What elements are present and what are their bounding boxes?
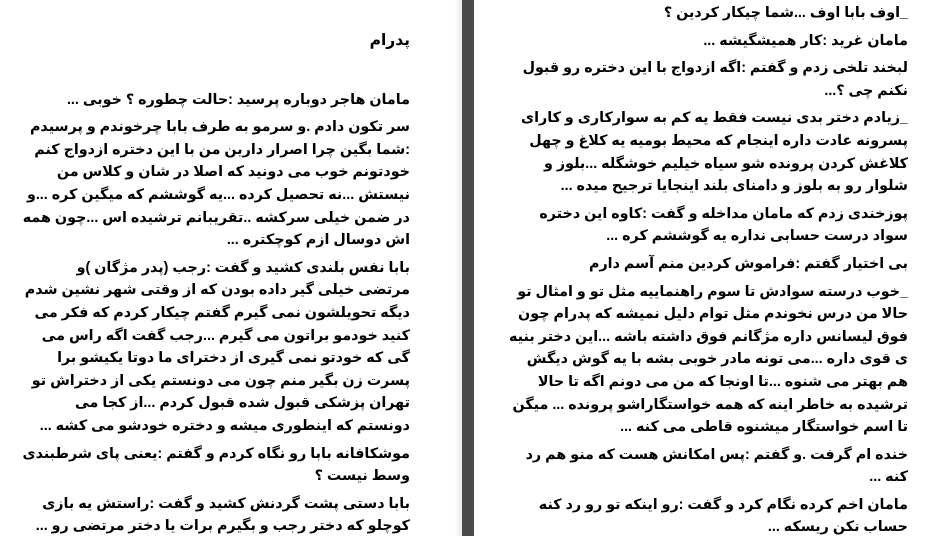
paragraph: مامان غرید :کار همیشگیشه ... — [703, 32, 908, 49]
paragraph: پوزخندی زدم که مامان مداخله و گفت :کاوه این دختره سواد درست حسابی نداره یه گوششم کره ... — [539, 205, 908, 245]
paragraph: _زیادم دختر بدی نیست فقط یه کم به سوارکاری و کارای پسرونه عادت داره اینجام که محیط بومیه یه کلاغ و چهل کلاغش کردن پرونده شو سیاه خیلیم خوشگله ...بلوز و شلوار رو به بلوز و دامنای بلند اینجایا ترجیح میده ... — [521, 110, 908, 195]
paragraph: بابا دستی پشت گردنش کشید و گفت :راستش یه بازی کوچلو که دختر رجب و بگیرم برات یا دختر مرتضی رو ... — [35, 495, 410, 535]
right-text-column — [504, 2, 908, 536]
left-text-column — [22, 30, 410, 536]
paragraph: سر تکون دادم .و سرمو به طرف بابا چرخوندم و پرسیدم :شما بگین چرا اصرار دارین من با این دختره ازدواج کنم خودتونم خوب می دونید که اصلا در شان و کلاس من نیستش ...نه تحصیل کرده ...یه گوششم که میگین کره ...و در ضمن خیلی سرکشه ..تقریبانم ترشیده اس ...چون همه اش دوسال ازم کوچکتره ... — [22, 119, 410, 249]
paragraph: _خوب درسته سوادش تا سوم راهنماییه مثل تو و امثال تو حالا من درس نخوندم مثل توام دلیل نمیشه که پدرام چون فوق لیسانس داره مژگانم فوق داشته باشه ...این دختر بنیه ی قوی داره ...می تونه مادر خوبی بشه با یه گوش دیگش هم بهتر می شنوه ...تا اونجا که من می دونم اگه تا حالا ترشیده به خاطر اینه که همه خواستگاراشو پرونده ... میگن تا اسم خواستگار میشنوه قاطی می کنه ... — [509, 283, 908, 436]
paragraph: _اوف بابا اوف ...شما چیکار کردین ؟ — [663, 5, 908, 21]
paragraph: مامان اخم کرده نگام کرد و گفت :رو اینکه تو رو رد کنه حساب نکن ریسکه ... — [538, 496, 908, 536]
paragraph: بی اختیار گفتم :فراموش کردین منم آسم دارم — [588, 255, 908, 272]
left-page — [0, 0, 462, 536]
right-page — [474, 0, 941, 536]
page-shadow — [454, 0, 462, 536]
paragraph: موشکافانه بابا رو نگاه کردم و گفتم :یعنی پای شرطبندی وسط نیست ؟ — [22, 445, 410, 485]
paragraph: بابا نفس بلندی کشید و گفت :رجب (پدر مژگان )و مرتضی خیلی گیر داده بودن که از وقتی شهر نشین شدم دیگه تحویلشون نمی گیرم گفتم چیکار کردم که فکر می کنید خودمو براتون می گیرم ...رجب گفت اگه راس می گی که خودتو نمی گیری از دخترای ما دوتا یکیشو برا پسرت زن بگیر منم چون می دونستم یکی از دختراش تو تهران پزشکی قبول شده قبول کردم ...از کجا می دونستم که اینطوری میشه و دختره خودشو می کشه ... — [24, 259, 410, 434]
paragraph: مامان هاجر دوباره پرسید :حالت چطوره ؟ خوبی ... — [66, 91, 410, 108]
page-gutter — [462, 0, 474, 536]
paragraph: خنده ام گرفت .و گفتم :پس امکانش هست که منو هم رد کنه ... — [525, 446, 908, 486]
chapter-title: پدرام — [369, 32, 410, 49]
paragraph: لبخند تلخی زدم و گفتم :اگه ازدواج با این دختره رو قبول نکنم چی ؟... — [522, 60, 908, 99]
